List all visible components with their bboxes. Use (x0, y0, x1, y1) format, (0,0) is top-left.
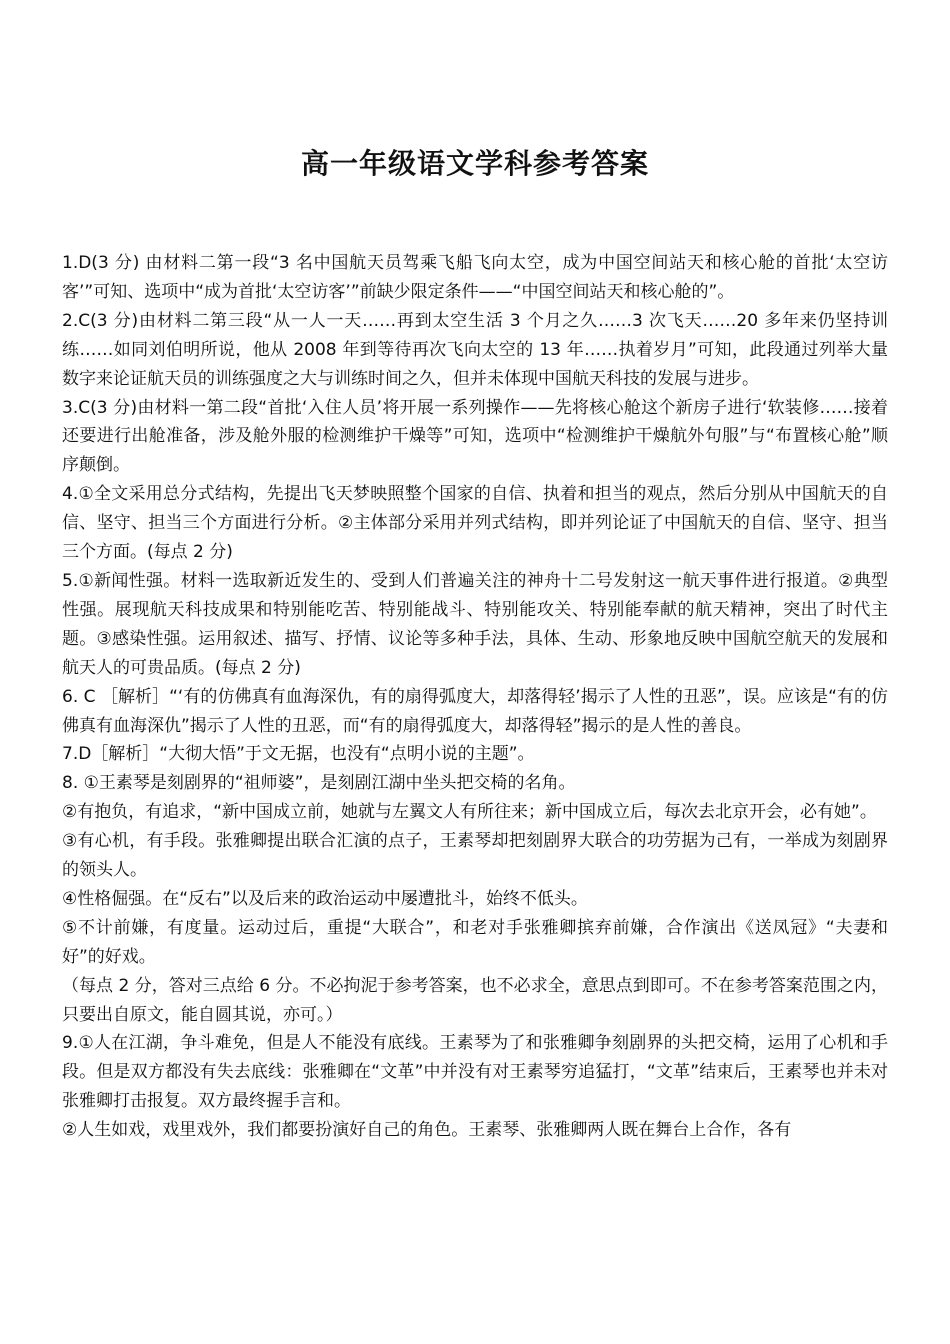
answer-paragraph-8-point-2: ②有抱负，有追求，“新中国成立前，她就与左翼文人有所往来；新中国成立后，每次去北京开会，必有她”。 (62, 802, 877, 823)
answer-paragraph-9-point-2: ②人生如戏，戏里戏外，我们都要扮演好自己的角色。王素琴、张雅卿两人既在舞台上合作，各有 (62, 1120, 792, 1141)
answer-paragraph-8-point-3: ③有心机，有手段。张雅卿提出联合汇演的点子，王素琴却把刻剧界大联合的功劳据为己有，一举成为刻剧界的领头人。 (62, 831, 888, 881)
answer-paragraph-8-point-4: ④性格倔强。在“反右”以及后来的政治运动中屡遭批斗，始终不低头。 (62, 888, 588, 909)
answer-paragraph-9: 9.①人在江湖，争斗难免，但是人不能没有底线。王素琴为了和张雅卿争刻剧界的头把交椅，运用了心机和手段。但是双方都没有失去底线：张雅卿在“文革”中并没有对王素琴穷追猛打，“文革”结束后，王素琴也并未对张雅卿打击报复。双方最终握手言和。 (62, 1033, 888, 1112)
answer-paragraph-2: 2.C(3 分)由材料二第三段“从一人一天……再到太空生活 3 个月之久……3 次飞天……20 多年来仍坚持训练……如同刘伯明所说，他从 2008 年到等待再次飞向太空的 13 年……执着岁月”可知，此段通过列举大量数字来论证航天员的训练强度之大与训练时间之久，但并未体现中国航天科技的发展与进步。 (62, 310, 888, 389)
answer-body (62, 249, 888, 1145)
answer-paragraph-6: 6. C ［解析］“‘有的仿佛真有血海深仇，有的扇得弧度大，却落得轻’揭示了人性的丑恶”，误。应该是“有的仿佛真有血海深仇”揭示了人性的丑恶，而“有的扇得弧度大，却落得轻”揭示的是人性的善良。 (62, 686, 888, 736)
answer-paragraph-4: 4.①全文采用总分式结构，先提出飞天梦映照整个国家的自信、执着和担当的观点，然后分别从中国航天的自信、坚守、担当三个方面进行分析。②主体部分采用并列式结构，即并列论证了中国航天的自信、坚守、担当三个方面。(每点 2 分) (62, 484, 888, 563)
answer-paragraph-7: 7.D［解析］“大彻大悟”于文无据，也没有“点明小说的主题”。 (62, 744, 535, 765)
answer-paragraph-5: 5.①新闻性强。材料一选取新近发生的、受到人们普遍关注的神舟十二号发射这一航天事件进行报道。②典型性强。展现航天科技成果和特别能吃苦、特别能战斗、特别能攻关、特别能奉献的航天精神，突出了时代主题。③感染性强。运用叙述、描写、抒情、议论等多种手法，具体、生动、形象地反映中国航空航天的发展和航天人的可贵品质。(每点 2 分) (62, 570, 888, 678)
answer-paragraph-3: 3.C(3 分)由材料一第二段“首批‘入住人员’将开展一系列操作——先将核心舱这个新房子进行‘软装修……接着还要进行出舱准备，涉及舱外服的检测维护干燥等”可知，选项中“检测维护干燥航外句服”与“布置核心舱”顺序颠倒。 (62, 397, 888, 476)
answer-paragraph-8: 8. ①王素琴是刻剧界的“祖师婆”，是刻剧江湖中坐头把交椅的名角。 (62, 773, 576, 794)
scoring-note: （每点 2 分，答对三点给 6 分。不必拘泥于参考答案，也不必求全，意思点到即可。不在参考答案范围之内，只要出自原文，能自圆其说，亦可。） (62, 975, 888, 1025)
answer-paragraph-1: 1.D(3 分) 由材料二第一段“3 名中国航天员驾乘飞船飞向太空，成为中国空间站天和核心舱的首批‘太空访客’”可知、选项中“成为首批‘太空访客’”前缺少限定条件——“中国空间站天和核心舱的”。 (62, 253, 888, 302)
answer-paragraph-8-point-5: ⑤不计前嫌，有度量。运动过后，重提“大联合”，和老对手张雅卿摈弃前嫌，合作演出《送凤冠》“夫妻和好”的好戏。 (62, 917, 888, 967)
document-title: 高一年级语文学科参考答案 (300, 147, 649, 180)
